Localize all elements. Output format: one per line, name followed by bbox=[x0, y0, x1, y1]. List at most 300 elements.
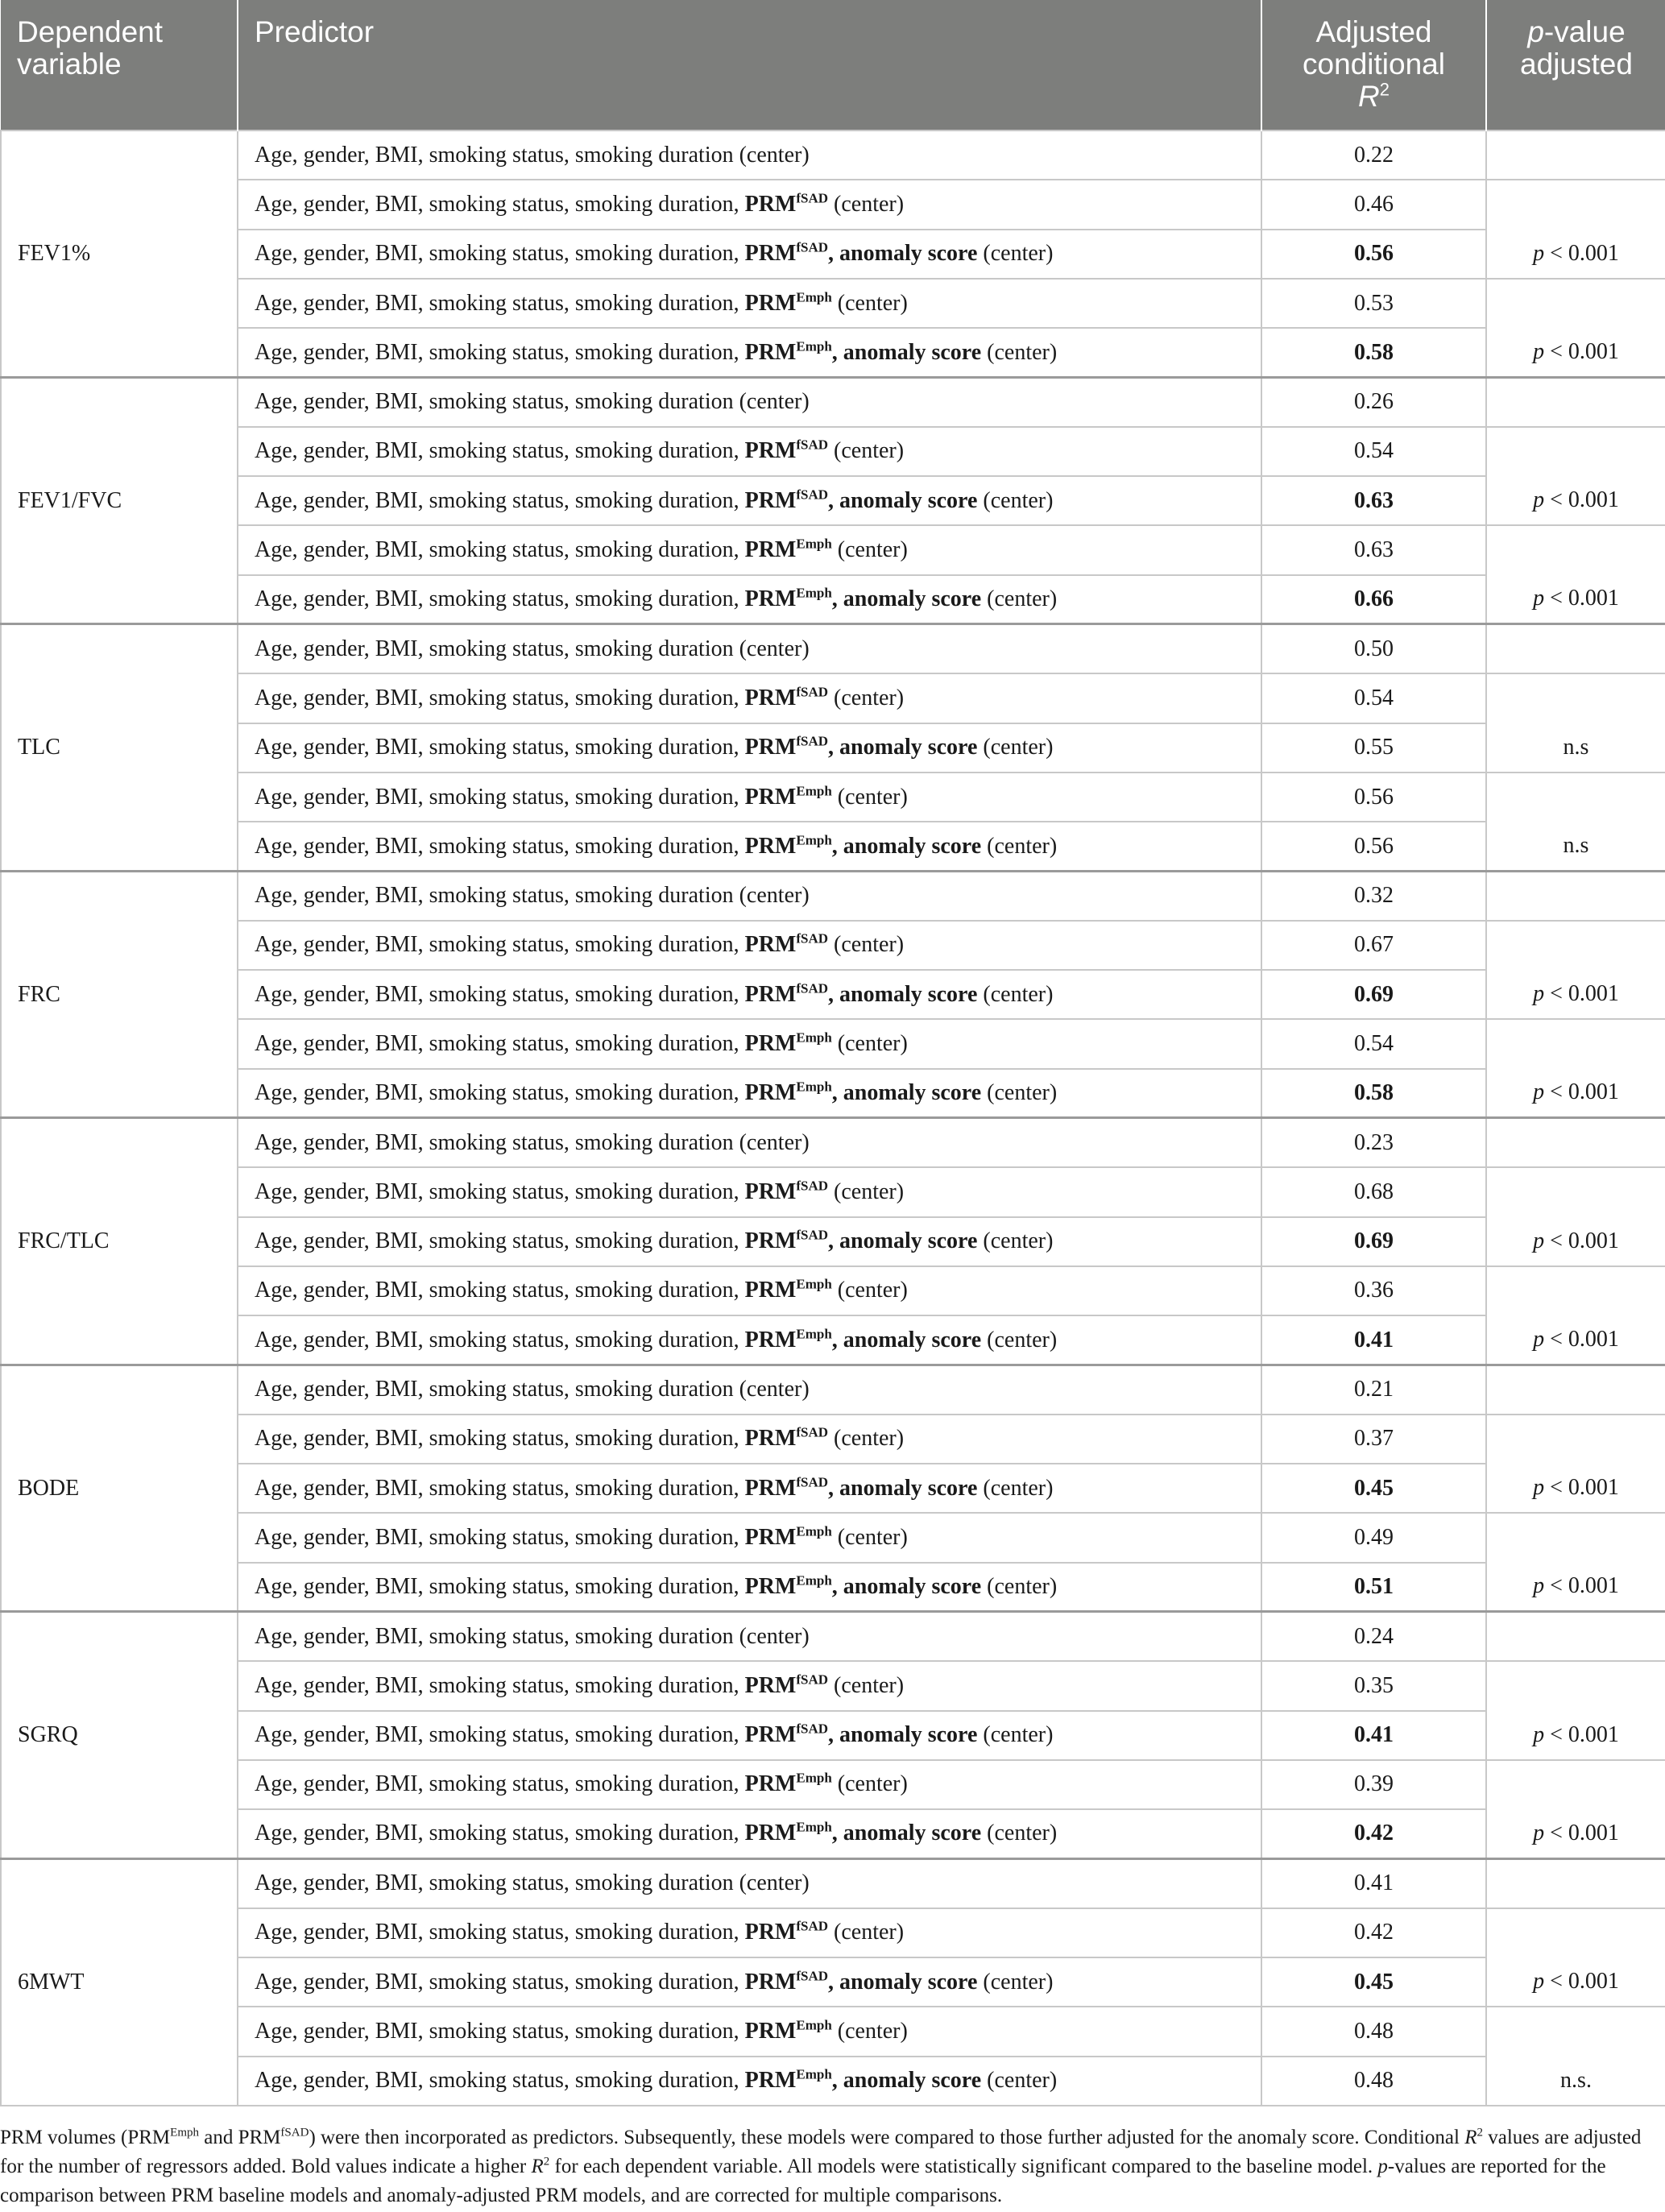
p-value-cell bbox=[1486, 427, 1665, 526]
p-value-text: p < 0.001 bbox=[1533, 1573, 1619, 1599]
predictor-sup-fsad: fSAD bbox=[796, 1474, 829, 1490]
predictor-anomaly-score: anomaly score bbox=[843, 2068, 982, 2094]
adjusted-r2-cell: 0.55 bbox=[1261, 723, 1486, 773]
predictor-sup-fsad: fSAD bbox=[796, 437, 829, 454]
table-row bbox=[1, 871, 1665, 920]
predictor-center: (center) bbox=[987, 1821, 1058, 1846]
adjusted-r2-cell: 0.39 bbox=[1261, 1760, 1486, 1809]
p-value-cell bbox=[1486, 673, 1665, 773]
predictor-cell: Age, gender, BMI, smoking status, smoking duration, $PRM^{Emph}$, anomaly score (center) bbox=[238, 1069, 1261, 1118]
predictor-sup-emph: Emph bbox=[796, 338, 832, 354]
footnote-r-sup: 2 bbox=[1477, 2126, 1483, 2140]
table-row bbox=[1, 970, 1665, 1019]
predictor-center: (center) bbox=[834, 1672, 905, 1698]
predictor-cell: Age, gender, BMI, smoking status, smoking duration, $PRM^{fSAD}$, anomaly score (center) bbox=[238, 970, 1261, 1019]
predictor-prm: PRM bbox=[744, 2018, 797, 2044]
table-row bbox=[1, 476, 1665, 525]
predictor-base: Age, gender, BMI, smoking status, smoking duration bbox=[255, 636, 734, 661]
adjusted-r2-cell: 0.58 bbox=[1261, 1069, 1486, 1118]
predictor-cell: Age, gender, BMI, smoking status, smoking duration, $PRM^{fSAD}$, anomaly score (center) bbox=[238, 1217, 1261, 1266]
dependent-variable-cell: BODE bbox=[1, 1365, 238, 1611]
predictor-sup-emph: Emph bbox=[796, 1326, 832, 1342]
predictor-cell: Age, gender, BMI, smoking status, smoking duration, $PRM^{fSAD}$, anomaly score (center) bbox=[238, 1711, 1261, 1760]
predictor-cell: Age, gender, BMI, smoking status, smoking duration, $PRM^{Emph}$ (center) bbox=[238, 525, 1261, 574]
predictor-prm: PRM bbox=[744, 1821, 797, 1846]
predictor-sup-fsad: fSAD bbox=[796, 1178, 829, 1194]
predictor-cell: Age, gender, BMI, smoking status, smoking duration, $PRM^{fSAD}$, anomaly score (center) bbox=[238, 230, 1261, 279]
predictor-sup-emph: Emph bbox=[796, 1820, 832, 1836]
table-row bbox=[1, 1809, 1665, 1858]
predictor-sup-emph: Emph bbox=[796, 783, 832, 799]
adjusted-r2-cell: 0.41 bbox=[1261, 1315, 1486, 1365]
predictor-sup-emph: Emph bbox=[796, 536, 832, 552]
predictor-cell bbox=[238, 377, 1261, 426]
predictor-base: Age, gender, BMI, smoking status, smoking duration bbox=[255, 1672, 734, 1698]
predictor-base: Age, gender, BMI, smoking status, smoking duration bbox=[255, 339, 734, 365]
adjusted-r2-cell: 0.54 bbox=[1261, 1019, 1486, 1068]
p-value-empty-cell bbox=[1486, 130, 1665, 180]
predictor-prm: PRM bbox=[744, 1228, 797, 1254]
table-row bbox=[1, 1118, 1665, 1167]
footnote-sup-emph: Emph bbox=[170, 2126, 200, 2140]
predictor-base: Age, gender, BMI, smoking status, smoking duration bbox=[255, 833, 734, 859]
header-r2-line2: conditional bbox=[1303, 48, 1445, 81]
predictor-anomaly-score: anomaly score bbox=[843, 339, 982, 365]
table-row bbox=[1, 1365, 1665, 1414]
predictor-center: (center) bbox=[837, 1771, 908, 1797]
adjusted-r2-cell: 0.53 bbox=[1261, 279, 1486, 328]
predictor-anomaly-score: anomaly score bbox=[839, 1475, 978, 1501]
predictor-center: (center) bbox=[837, 784, 908, 810]
footnote-p-symbol: p bbox=[1377, 2156, 1388, 2177]
predictor-center: (center) bbox=[983, 1228, 1054, 1254]
predictor-prm: PRM bbox=[744, 1722, 797, 1748]
table-row bbox=[1, 921, 1665, 970]
predictor-center: (center) bbox=[987, 1327, 1058, 1352]
predictor-center: (center) bbox=[837, 1030, 908, 1056]
predictor-prm: PRM bbox=[744, 1278, 797, 1303]
p-value-empty-cell bbox=[1486, 1118, 1665, 1167]
predictor-cell: Age, gender, BMI, smoking status, smoking duration, $PRM^{fSAD}$ (center) bbox=[238, 427, 1261, 476]
p-value-cell bbox=[1486, 279, 1665, 378]
p-value-cell bbox=[1486, 773, 1665, 872]
predictor-sup-emph: Emph bbox=[796, 832, 832, 848]
adjusted-r2-cell: 0.54 bbox=[1261, 427, 1486, 476]
predictor-base: Age, gender, BMI, smoking status, smoking duration bbox=[255, 1377, 734, 1402]
footnote-part6: -values are reported for the comparison between PRM baseline models and anomaly-adjusted PRM models, and are corrected for multiple comparisons. bbox=[0, 2156, 1606, 2206]
predictor-prm: PRM bbox=[744, 191, 797, 217]
adjusted-r2-cell: 0.35 bbox=[1261, 1661, 1486, 1710]
predictor-center: (center) bbox=[837, 1524, 908, 1550]
predictor-cell: Age, gender, BMI, smoking status, smoking duration, $PRM^{Emph}$, anomaly score (center) bbox=[238, 1315, 1261, 1365]
predictor-base: Age, gender, BMI, smoking status, smoking duration bbox=[255, 1821, 734, 1846]
predictor-cell bbox=[238, 624, 1261, 673]
p-value-cell bbox=[1486, 1760, 1665, 1859]
p-value-text: p < 0.001 bbox=[1533, 240, 1619, 266]
predictor-prm: PRM bbox=[744, 1672, 797, 1698]
adjusted-r2-cell: 0.69 bbox=[1261, 1217, 1486, 1266]
predictor-cell: Age, gender, BMI, smoking status, smoking duration, $PRM^{fSAD}$, anomaly score (center) bbox=[238, 723, 1261, 773]
predictor-base: Age, gender, BMI, smoking status, smoking duration bbox=[255, 142, 734, 168]
p-value-text: n.s. bbox=[1560, 2067, 1592, 2093]
predictor-cell: Age, gender, BMI, smoking status, smoking duration, $PRM^{Emph}$ (center) bbox=[238, 1513, 1261, 1562]
predictor-cell: Age, gender, BMI, smoking status, smoking duration, $PRM^{fSAD}$ (center) bbox=[238, 180, 1261, 229]
table-row bbox=[1, 130, 1665, 180]
predictor-cell: Age, gender, BMI, smoking status, smoking duration, $PRM^{Emph}$ (center) bbox=[238, 1760, 1261, 1809]
predictor-base: Age, gender, BMI, smoking status, smoking duration bbox=[255, 685, 734, 710]
predictor-cell: Age, gender, BMI, smoking status, smoking duration, $PRM^{fSAD}$ (center) bbox=[238, 1167, 1261, 1216]
predictor-center: (center) bbox=[987, 1574, 1058, 1599]
p-value-text: p < 0.001 bbox=[1533, 1326, 1619, 1352]
p-value-text: p < 0.001 bbox=[1533, 1475, 1619, 1501]
predictor-center: (center) bbox=[739, 883, 810, 909]
predictor-base: Age, gender, BMI, smoking status, smoking duration bbox=[255, 1030, 734, 1056]
adjusted-r2-cell: 0.63 bbox=[1261, 476, 1486, 525]
predictor-base: Age, gender, BMI, smoking status, smoking duration bbox=[255, 1771, 734, 1797]
p-value-text: n.s bbox=[1563, 832, 1589, 858]
predictor-prm: PRM bbox=[744, 1178, 797, 1204]
predictor-cell: Age, gender, BMI, smoking status, smoking duration, $PRM^{fSAD}$ (center) bbox=[238, 1415, 1261, 1464]
predictor-sup-emph: Emph bbox=[796, 585, 832, 601]
p-value-cell bbox=[1486, 1908, 1665, 2007]
p-value-cell bbox=[1486, 1167, 1665, 1266]
adjusted-r2-cell: 0.69 bbox=[1261, 970, 1486, 1019]
predictor-center: (center) bbox=[983, 981, 1054, 1007]
p-value-empty-cell bbox=[1486, 871, 1665, 920]
predictor-prm: PRM bbox=[744, 537, 797, 563]
predictor-prm: PRM bbox=[744, 290, 797, 316]
predictor-base: Age, gender, BMI, smoking status, smoking duration bbox=[255, 1129, 734, 1155]
predictor-base: Age, gender, BMI, smoking status, smoking duration bbox=[255, 1969, 734, 1995]
predictor-center: (center) bbox=[739, 389, 810, 415]
predictor-cell: Age, gender, BMI, smoking status, smoking duration, $PRM^{Emph}$, anomaly score (center) bbox=[238, 1809, 1261, 1858]
table-row bbox=[1, 1760, 1665, 1809]
predictor-base: Age, gender, BMI, smoking status, smoking duration bbox=[255, 290, 734, 316]
table-row bbox=[1, 1266, 1665, 1315]
predictor-sup-emph: Emph bbox=[796, 1523, 832, 1539]
predictor-center: (center) bbox=[739, 1129, 810, 1155]
predictor-sup-emph: Emph bbox=[796, 2017, 832, 2033]
p-value-cell bbox=[1486, 1266, 1665, 1365]
p-value-cell bbox=[1486, 1415, 1665, 1514]
predictor-prm: PRM bbox=[744, 1475, 797, 1501]
dependent-variable-cell: 6MWT bbox=[1, 1858, 238, 2105]
predictor-sup-emph: Emph bbox=[796, 289, 832, 305]
p-value-text: n.s bbox=[1563, 734, 1589, 760]
adjusted-r2-cell: 0.50 bbox=[1261, 624, 1486, 673]
header-r2-line1: Adjusted bbox=[1315, 15, 1432, 48]
predictor-sup-fsad: fSAD bbox=[796, 1968, 829, 1984]
header-dependent-line2: variable bbox=[17, 48, 122, 81]
predictor-center: (center) bbox=[987, 833, 1058, 859]
table-row bbox=[1, 1563, 1665, 1612]
predictor-cell: Age, gender, BMI, smoking status, smoking duration, $PRM^{Emph}$, anomaly score (center) bbox=[238, 575, 1261, 624]
predictor-anomaly-score: anomaly score bbox=[839, 981, 978, 1007]
p-value-cell bbox=[1486, 921, 1665, 1020]
predictor-center: (center) bbox=[837, 290, 908, 316]
p-value-cell bbox=[1486, 1513, 1665, 1612]
adjusted-r2-cell: 0.32 bbox=[1261, 871, 1486, 920]
footnote-part5: for each dependent variable. All models were statistically significant compared to the baseline model. bbox=[549, 2156, 1378, 2177]
p-value-text: p < 0.001 bbox=[1533, 1721, 1619, 1747]
table-row bbox=[1, 2007, 1665, 2056]
dependent-variable-cell: TLC bbox=[1, 624, 238, 871]
predictor-center: (center) bbox=[983, 487, 1054, 513]
predictor-base: Age, gender, BMI, smoking status, smoking duration bbox=[255, 2068, 734, 2094]
predictor-cell bbox=[238, 1365, 1261, 1414]
predictor-center: (center) bbox=[837, 2018, 908, 2044]
table-row bbox=[1, 1464, 1665, 1513]
header-r-sup: 2 bbox=[1379, 79, 1390, 100]
predictor-base: Age, gender, BMI, smoking status, smoking duration bbox=[255, 487, 734, 513]
predictor-cell: Age, gender, BMI, smoking status, smoking duration, $PRM^{fSAD}$, anomaly score (center) bbox=[238, 1957, 1261, 2007]
predictor-base: Age, gender, BMI, smoking status, smoking duration bbox=[255, 1327, 734, 1352]
predictor-cell bbox=[238, 1118, 1261, 1167]
table-body bbox=[1, 130, 1665, 2106]
predictor-base: Age, gender, BMI, smoking status, smoking duration bbox=[255, 1080, 734, 1106]
footnote-part2: and PRM bbox=[199, 2127, 281, 2148]
predictor-center: (center) bbox=[834, 1426, 905, 1452]
predictor-cell: Age, gender, BMI, smoking status, smoking duration, $PRM^{fSAD}$ (center) bbox=[238, 921, 1261, 970]
predictor-cell: Age, gender, BMI, smoking status, smoking duration, $PRM^{Emph}$ (center) bbox=[238, 2007, 1261, 2056]
p-value-text: p < 0.001 bbox=[1533, 586, 1619, 611]
p-value-empty-cell bbox=[1486, 1365, 1665, 1414]
predictor-center: (center) bbox=[834, 438, 905, 464]
table-footnote bbox=[0, 2123, 1659, 2210]
predictor-cell: Age, gender, BMI, smoking status, smoking duration, $PRM^{Emph}$ (center) bbox=[238, 773, 1261, 822]
predictor-sup-fsad: fSAD bbox=[796, 1227, 829, 1243]
predictor-base: Age, gender, BMI, smoking status, smoking duration bbox=[255, 1278, 734, 1303]
adjusted-r2-cell: 0.46 bbox=[1261, 180, 1486, 229]
predictor-center: (center) bbox=[834, 1920, 905, 1945]
header-p-line1 bbox=[1492, 16, 1661, 48]
footnote-part4: values are adjusted for the number of regressors added. Bold values indicate a higher bbox=[0, 2127, 1642, 2177]
predictor-cell: Age, gender, BMI, smoking status, smoking duration, $PRM^{fSAD}$, anomaly score (center) bbox=[238, 1464, 1261, 1513]
predictor-center: (center) bbox=[987, 2068, 1058, 2094]
predictor-cell: Age, gender, BMI, smoking status, smoking duration, $PRM^{Emph}$ (center) bbox=[238, 1266, 1261, 1315]
predictor-sup-fsad: fSAD bbox=[796, 239, 829, 255]
predictor-center: (center) bbox=[739, 142, 810, 168]
predictor-cell: Age, gender, BMI, smoking status, smoking duration, $PRM^{fSAD}$ (center) bbox=[238, 1661, 1261, 1710]
adjusted-r2-cell: 0.26 bbox=[1261, 377, 1486, 426]
adjusted-r2-cell: 0.42 bbox=[1261, 1809, 1486, 1858]
predictor-cell bbox=[238, 871, 1261, 920]
predictor-base: Age, gender, BMI, smoking status, smoking duration bbox=[255, 1178, 734, 1204]
predictor-center: (center) bbox=[987, 339, 1058, 365]
adjusted-r2-cell: 0.56 bbox=[1261, 230, 1486, 279]
header-predictor bbox=[238, 0, 1261, 130]
adjusted-r2-cell: 0.49 bbox=[1261, 1513, 1486, 1562]
predictor-prm: PRM bbox=[744, 1574, 797, 1599]
adjusted-r2-cell: 0.23 bbox=[1261, 1118, 1486, 1167]
predictor-prm: PRM bbox=[744, 2068, 797, 2094]
adjusted-r2-cell: 0.68 bbox=[1261, 1167, 1486, 1216]
p-value-cell bbox=[1486, 525, 1665, 624]
header-row bbox=[1, 0, 1665, 130]
predictor-cell: Age, gender, BMI, smoking status, smoking duration, $PRM^{fSAD}$ (center) bbox=[238, 1908, 1261, 1957]
predictor-prm: PRM bbox=[744, 241, 797, 267]
predictor-prm: PRM bbox=[744, 833, 797, 859]
header-p-value bbox=[1486, 0, 1665, 130]
predictor-center: (center) bbox=[987, 1080, 1058, 1106]
predictor-base: Age, gender, BMI, smoking status, smoking duration bbox=[255, 1623, 734, 1649]
dependent-variable-cell: FRC bbox=[1, 871, 238, 1117]
p-value-text: p < 0.001 bbox=[1533, 1228, 1619, 1253]
predictor-base: Age, gender, BMI, smoking status, smoking duration bbox=[255, 1920, 734, 1945]
table-row bbox=[1, 723, 1665, 773]
predictor-anomaly-score: anomaly score bbox=[843, 586, 982, 612]
predictor-cell: Age, gender, BMI, smoking status, smoking duration, $PRM^{Emph}$, anomaly score (center) bbox=[238, 2057, 1261, 2106]
table-row bbox=[1, 822, 1665, 871]
predictor-center: (center) bbox=[837, 537, 908, 563]
predictor-base: Age, gender, BMI, smoking status, smoking duration bbox=[255, 1426, 734, 1452]
p-value-text: p < 0.001 bbox=[1533, 338, 1619, 364]
table-row bbox=[1, 1612, 1665, 1661]
adjusted-r2-cell: 0.56 bbox=[1261, 822, 1486, 871]
predictor-center: (center) bbox=[834, 1178, 905, 1204]
adjusted-r2-cell: 0.51 bbox=[1261, 1563, 1486, 1612]
table-row bbox=[1, 328, 1665, 377]
table-row bbox=[1, 673, 1665, 723]
table-header bbox=[1, 0, 1665, 130]
adjusted-r2-cell: 0.45 bbox=[1261, 1464, 1486, 1513]
adjusted-r2-cell: 0.67 bbox=[1261, 921, 1486, 970]
predictor-center: (center) bbox=[837, 1278, 908, 1303]
predictor-base: Age, gender, BMI, smoking status, smoking duration bbox=[255, 1722, 734, 1748]
predictor-base: Age, gender, BMI, smoking status, smoking duration bbox=[255, 438, 734, 464]
predictor-prm: PRM bbox=[744, 685, 797, 710]
predictor-prm: PRM bbox=[744, 1969, 797, 1995]
table-row bbox=[1, 1513, 1665, 1562]
dependent-variable-cell: SGRQ bbox=[1, 1612, 238, 1858]
adjusted-r2-cell: 0.36 bbox=[1261, 1266, 1486, 1315]
predictor-base: Age, gender, BMI, smoking status, smoking duration bbox=[255, 784, 734, 810]
header-adjusted-r2 bbox=[1261, 0, 1486, 130]
header-predictor-label: Predictor bbox=[255, 15, 375, 48]
predictor-anomaly-score: anomaly score bbox=[839, 1722, 978, 1748]
footnote-r-symbol: R bbox=[1464, 2127, 1477, 2148]
predictor-prm: PRM bbox=[744, 1524, 797, 1550]
predictor-base: Age, gender, BMI, smoking status, smoking duration bbox=[255, 883, 734, 909]
predictor-anomaly-score: anomaly score bbox=[843, 1080, 982, 1106]
header-r-symbol: R bbox=[1358, 80, 1380, 113]
adjusted-r2-cell: 0.37 bbox=[1261, 1415, 1486, 1464]
predictor-anomaly-score: anomaly score bbox=[839, 241, 978, 267]
predictor-center: (center) bbox=[983, 735, 1054, 760]
predictor-sup-fsad: fSAD bbox=[796, 487, 829, 503]
predictor-center: (center) bbox=[739, 1623, 810, 1649]
p-value-empty-cell bbox=[1486, 1612, 1665, 1661]
predictor-anomaly-score: anomaly score bbox=[839, 1969, 978, 1995]
table-row bbox=[1, 1019, 1665, 1068]
predictor-anomaly-score: anomaly score bbox=[843, 1327, 982, 1352]
predictor-sup-fsad: fSAD bbox=[796, 980, 829, 996]
predictor-sup-fsad: fSAD bbox=[796, 1721, 829, 1737]
predictor-prm: PRM bbox=[744, 1080, 797, 1106]
predictor-base: Age, gender, BMI, smoking status, smoking duration bbox=[255, 1228, 734, 1254]
p-value-text: p < 0.001 bbox=[1533, 1079, 1619, 1105]
predictor-center: (center) bbox=[987, 586, 1058, 612]
predictor-cell: Age, gender, BMI, smoking status, smoking duration, $PRM^{Emph}$, anomaly score (center) bbox=[238, 328, 1261, 377]
predictor-base: Age, gender, BMI, smoking status, smoking duration bbox=[255, 389, 734, 415]
predictor-base: Age, gender, BMI, smoking status, smoking duration bbox=[255, 981, 734, 1007]
predictor-center: (center) bbox=[834, 191, 905, 217]
predictor-sup-emph: Emph bbox=[796, 1771, 832, 1787]
table-row bbox=[1, 1315, 1665, 1365]
predictor-cell bbox=[238, 130, 1261, 180]
predictor-anomaly-score: anomaly score bbox=[843, 1574, 982, 1599]
p-value-cell bbox=[1486, 1019, 1665, 1118]
adjusted-r2-cell: 0.22 bbox=[1261, 130, 1486, 180]
predictor-cell: Age, gender, BMI, smoking status, smoking duration, $PRM^{Emph}$, anomaly score (center) bbox=[238, 822, 1261, 871]
table-row bbox=[1, 1661, 1665, 1710]
table-row bbox=[1, 1957, 1665, 2007]
predictor-base: Age, gender, BMI, smoking status, smoking duration bbox=[255, 1475, 734, 1501]
adjusted-r2-cell: 0.48 bbox=[1261, 2057, 1486, 2106]
dependent-variable-cell: FRC/TLC bbox=[1, 1118, 238, 1365]
predictor-base: Age, gender, BMI, smoking status, smoking duration bbox=[255, 586, 734, 612]
predictor-center: (center) bbox=[834, 685, 905, 710]
predictor-sup-emph: Emph bbox=[796, 1277, 832, 1293]
predictor-sup-emph: Emph bbox=[796, 1079, 832, 1095]
table-row bbox=[1, 1711, 1665, 1760]
predictor-base: Age, gender, BMI, smoking status, smoking duration bbox=[255, 1870, 734, 1896]
p-value-cell bbox=[1486, 1661, 1665, 1760]
predictor-sup-fsad: fSAD bbox=[796, 1671, 829, 1688]
p-value-text: p < 0.001 bbox=[1533, 1969, 1619, 1995]
p-value-empty-cell bbox=[1486, 1858, 1665, 1908]
adjusted-r2-cell: 0.42 bbox=[1261, 1908, 1486, 1957]
predictor-base: Age, gender, BMI, smoking status, smoking duration bbox=[255, 1524, 734, 1550]
predictor-prm: PRM bbox=[744, 1920, 797, 1945]
header-p-symbol: p bbox=[1527, 15, 1544, 48]
predictor-prm: PRM bbox=[744, 339, 797, 365]
predictor-sup-fsad: fSAD bbox=[796, 1425, 829, 1441]
header-p-line2: adjusted bbox=[1520, 48, 1633, 81]
predictor-sup-fsad: fSAD bbox=[796, 733, 829, 749]
predictor-base: Age, gender, BMI, smoking status, smoking duration bbox=[255, 191, 734, 217]
predictor-prm: PRM bbox=[744, 735, 797, 760]
footnote-part3: ) were then incorporated as predictors. Subsequently, these models were compared to those further adjusted for the anomaly score. Conditional bbox=[309, 2127, 1465, 2148]
predictor-cell: Age, gender, BMI, smoking status, smoking duration, $PRM^{Emph}$ (center) bbox=[238, 279, 1261, 328]
table-row bbox=[1, 575, 1665, 624]
predictor-prm: PRM bbox=[744, 438, 797, 464]
predictor-prm: PRM bbox=[744, 1030, 797, 1056]
adjusted-r2-cell: 0.48 bbox=[1261, 2007, 1486, 2056]
predictor-center: (center) bbox=[983, 1475, 1054, 1501]
table-row bbox=[1, 279, 1665, 328]
predictor-anomaly-score: anomaly score bbox=[843, 1821, 982, 1846]
table-row bbox=[1, 230, 1665, 279]
header-r2-line3 bbox=[1267, 81, 1481, 113]
adjusted-r2-cell: 0.24 bbox=[1261, 1612, 1486, 1661]
dependent-variable-cell: FEV1% bbox=[1, 130, 238, 377]
predictor-prm: PRM bbox=[744, 981, 797, 1007]
predictor-cell: Age, gender, BMI, smoking status, smoking duration, $PRM^{Emph}$ (center) bbox=[238, 1019, 1261, 1068]
p-value-text: p < 0.001 bbox=[1533, 1820, 1619, 1845]
predictor-base: Age, gender, BMI, smoking status, smoking duration bbox=[255, 932, 734, 958]
table-row bbox=[1, 624, 1665, 673]
table-row bbox=[1, 377, 1665, 426]
predictor-cell bbox=[238, 1612, 1261, 1661]
table-row bbox=[1, 1858, 1665, 1908]
predictor-cell bbox=[238, 1858, 1261, 1908]
predictor-prm: PRM bbox=[744, 1771, 797, 1797]
table-row bbox=[1, 773, 1665, 822]
header-p-rest: -value bbox=[1543, 15, 1626, 48]
predictor-prm: PRM bbox=[744, 487, 797, 513]
predictor-base: Age, gender, BMI, smoking status, smoking duration bbox=[255, 537, 734, 563]
